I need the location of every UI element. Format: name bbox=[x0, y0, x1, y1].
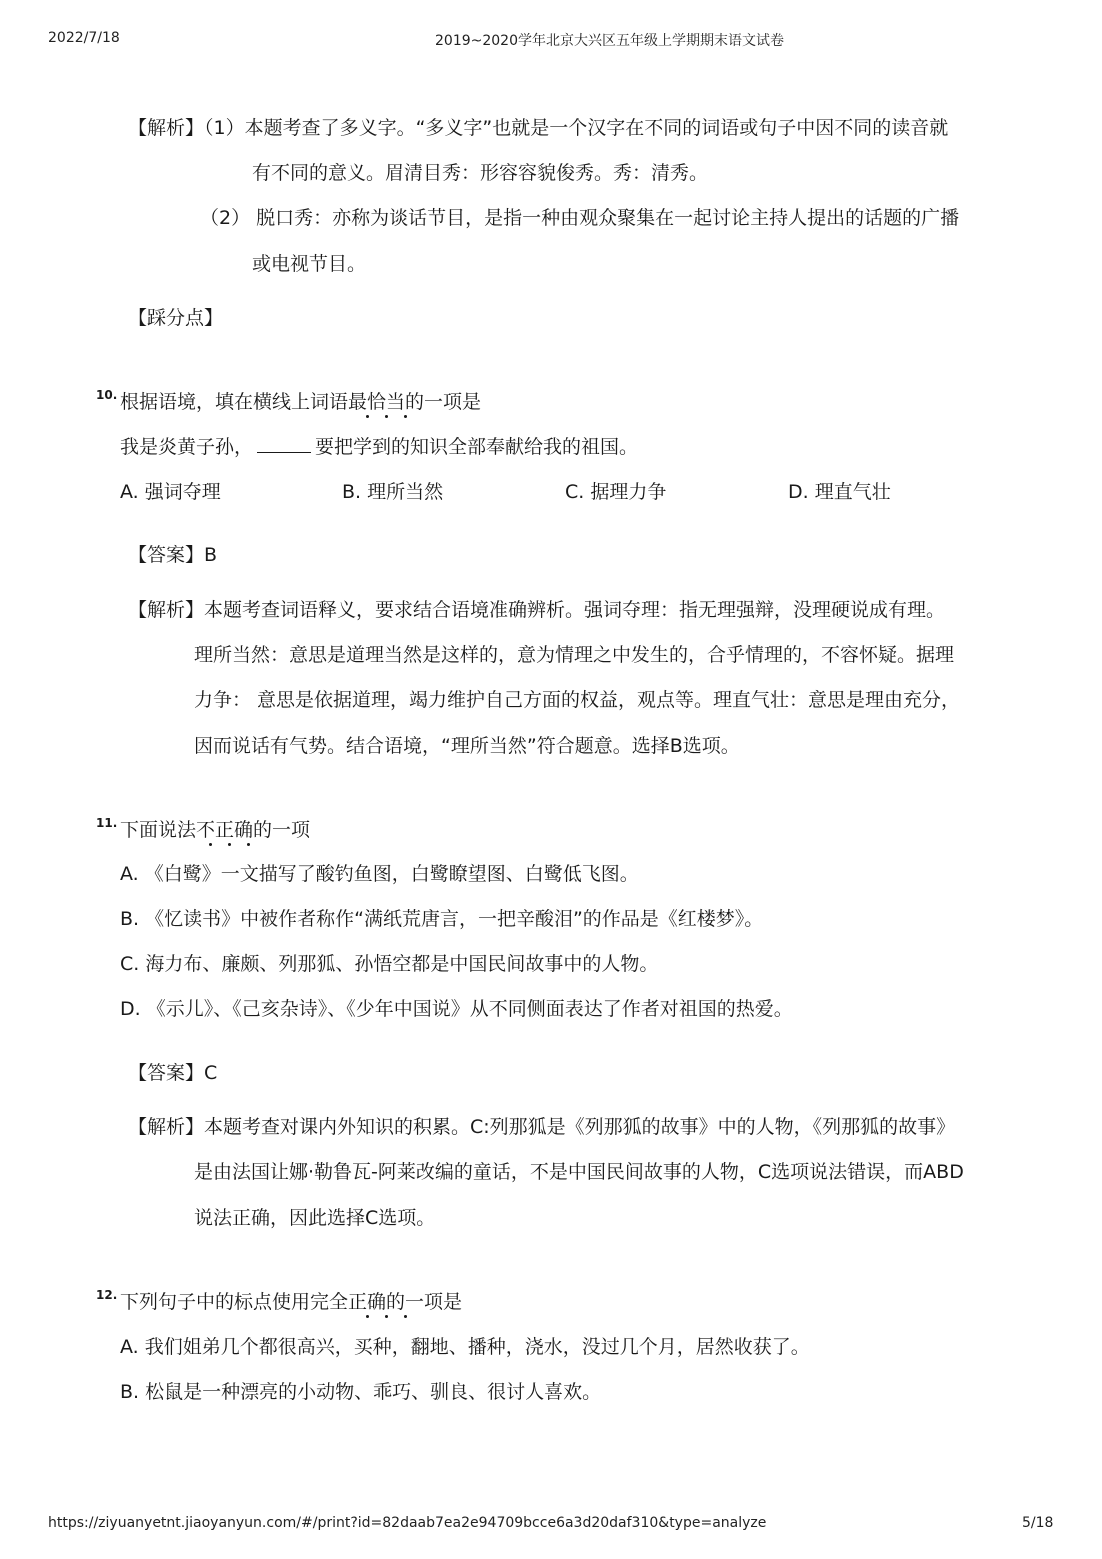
question-number: 12. bbox=[96, 1288, 118, 1302]
option-d: D. 《示儿》、《己亥杂诗》、《少年中国说》从不同侧面表达了作者对祖国的热爱。 bbox=[120, 998, 793, 1020]
prev-analysis-line: 【解析】（1）本题考查了多义字。“多义字”也就是一个汉字在不同的词语或句子中因不同的读音就 bbox=[128, 117, 949, 139]
question-sentence bbox=[120, 435, 638, 459]
emphasis-dot bbox=[404, 1315, 407, 1318]
option-b: B. 《忆读书》中被作者称作“满纸荒唐言，一把辛酸泪”的作品是《红楼梦》。 bbox=[120, 908, 764, 930]
option-c: C. 海力布、廉颇、列那狐、孙悟空都是中国民间故事中的人物。 bbox=[120, 953, 659, 975]
option-a: A. 我们姐弟几个都很高兴，买种，翻地、播种，浇水，没过几个月，居然收获了。 bbox=[120, 1336, 810, 1358]
prev-analysis-line: 有不同的意义。眉清目秀：形容容貌俊秀。秀：清秀。 bbox=[252, 162, 709, 184]
analysis-line: 理所当然：意思是道理当然是这样的，意为情理之中发生的，合乎情理的，不容怀疑。据理 bbox=[194, 644, 955, 666]
question-stem: 根据语境，填在横线上词语最恰当的一项是 bbox=[120, 391, 482, 413]
emphasis-dot bbox=[366, 415, 369, 418]
option-a: A. 《白鹭》一文描写了酸钓鱼图，白鹭瞭望图、白鹭低飞图。 bbox=[120, 863, 639, 885]
option-a: A. 强词夺理 bbox=[120, 481, 221, 503]
print-date: 2022/7/18 bbox=[48, 30, 120, 46]
answer: 【答案】C bbox=[128, 1062, 218, 1084]
question-number: 11. bbox=[96, 816, 118, 830]
fill-blank bbox=[257, 438, 311, 453]
option-c: C. 据理力争 bbox=[565, 481, 667, 503]
emphasis-dot bbox=[366, 1315, 369, 1318]
emphasis-dot bbox=[404, 415, 407, 418]
page-number: 5/18 bbox=[1022, 1515, 1054, 1531]
emphasis-dot bbox=[228, 843, 231, 846]
question-number: 10. bbox=[96, 388, 118, 402]
emphasis-dot bbox=[385, 415, 388, 418]
analysis-line: 说法正确，因此选择C选项。 bbox=[194, 1207, 436, 1229]
option-d: D. 理直气壮 bbox=[788, 481, 891, 503]
emphasis-dot bbox=[209, 843, 212, 846]
analysis-line: 力争： 意思是依据道理，竭力维护自己方面的权益，观点等。理直气壮：意思是理由充分， bbox=[194, 689, 961, 711]
question-stem: 下面说法不正确的一项 bbox=[120, 819, 311, 841]
analysis-line: 因而说话有气势。结合语境，“理所当然”符合题意。选择B选项。 bbox=[194, 735, 740, 757]
scoring-points-label: 【踩分点】 bbox=[128, 307, 224, 329]
page-url: https://ziyuanyetnt.jiaoyanyun.com/#/print?id=82daab7ea2e94709bcce6a3d20daf310&type=analyze bbox=[48, 1515, 767, 1531]
document-title: 2019~2020学年北京大兴区五年级上学期期末语文试卷 bbox=[435, 33, 784, 49]
answer: 【答案】B bbox=[128, 544, 218, 566]
prev-analysis-line: （2） 脱口秀：亦称为谈话节目，是指一种由观众聚集在一起讨论主持人提出的话题的广播 bbox=[200, 207, 960, 229]
sentence-before-blank: 我是炎黄子孙， bbox=[120, 436, 254, 458]
question-stem: 下列句子中的标点使用完全正确的一项是 bbox=[120, 1291, 463, 1313]
analysis-line: 是由法国让娜·勒鲁瓦-阿莱改编的童话，不是中国民间故事的人物，C选项说法错误，而ABD bbox=[194, 1161, 964, 1183]
option-b: B. 松鼠是一种漂亮的小动物、乖巧、驯良、很讨人喜欢。 bbox=[120, 1381, 602, 1403]
sentence-after-blank: 要把学到的知识全部奉献给我的祖国。 bbox=[315, 436, 639, 458]
option-b: B. 理所当然 bbox=[342, 481, 444, 503]
emphasis-dot bbox=[247, 843, 250, 846]
analysis-line: 【解析】本题考查词语释义，要求结合语境准确辨析。强词夺理：指无理强辩，没理硬说成有理。 bbox=[128, 599, 946, 621]
prev-analysis-line: 或电视节目。 bbox=[252, 253, 367, 275]
emphasis-dot bbox=[385, 1315, 388, 1318]
analysis-line: 【解析】本题考查对课内外知识的积累。C:列那狐是《列那狐的故事》中的人物，《列那狐的故事》 bbox=[128, 1116, 956, 1138]
